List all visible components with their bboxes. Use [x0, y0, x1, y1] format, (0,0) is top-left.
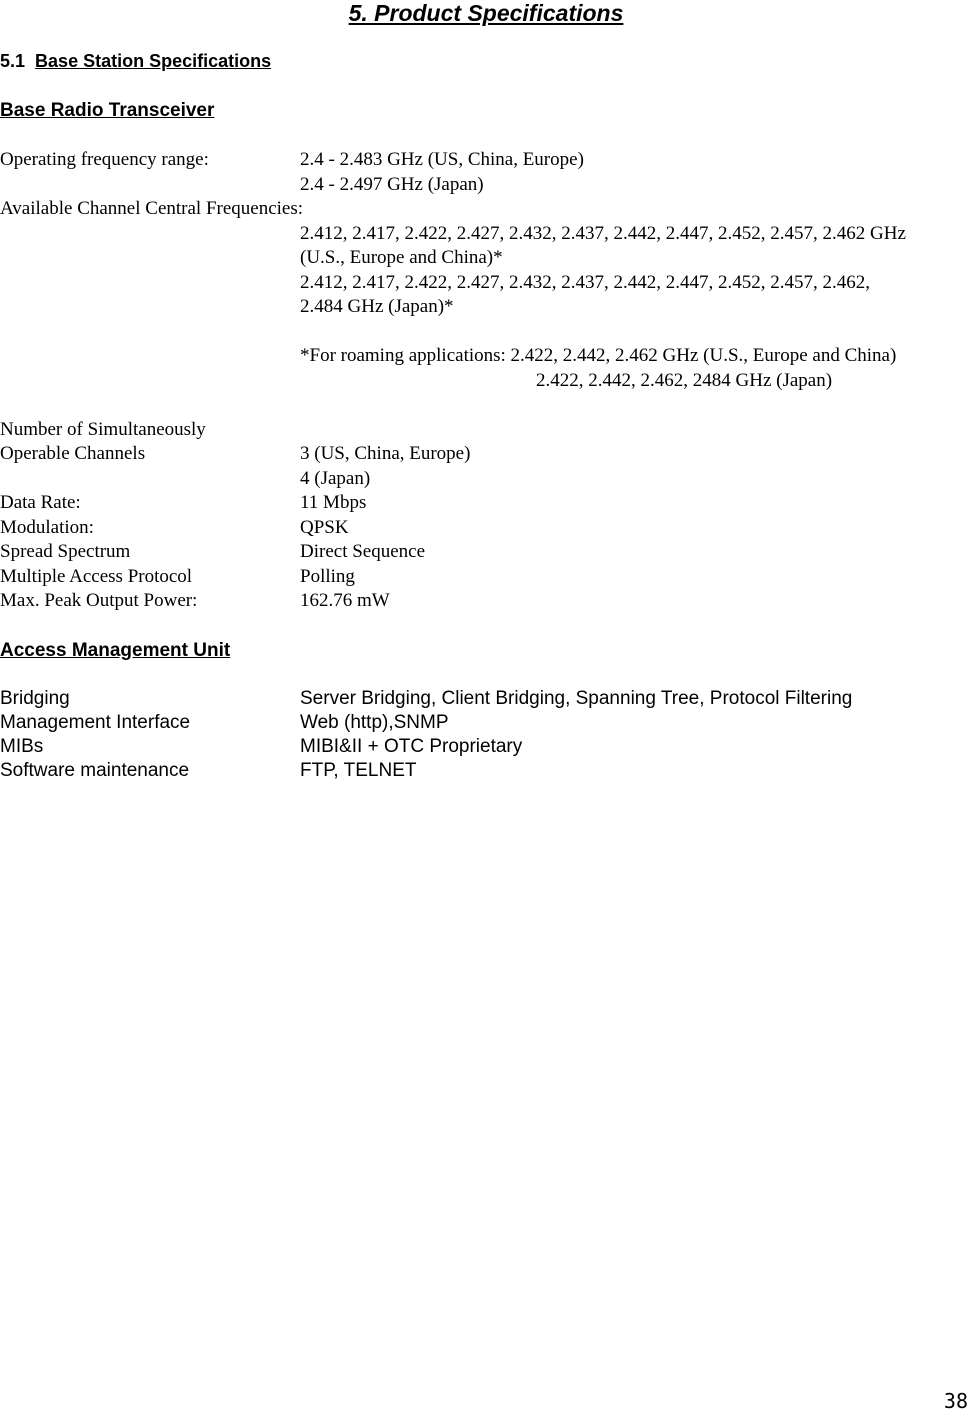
- spec-label: Multiple Access Protocol: [0, 566, 193, 587]
- roaming-note: 2.422, 2.442, 2.462, 2484 GHz (Japan): [536, 370, 833, 391]
- channels-value: 2.484 GHz (Japan)*: [300, 296, 454, 317]
- radio-heading: Base Radio Transceiver: [0, 100, 215, 121]
- simul-channels-value: 4 (Japan): [300, 468, 371, 489]
- spec-label: MIBs: [0, 736, 44, 757]
- simul-channels-value: 3 (US, China, Europe): [300, 443, 471, 464]
- channels-value: 2.412, 2.417, 2.422, 2.427, 2.432, 2.437, 2.442, 2.447, 2.452, 2.457, 2.462 GHz: [300, 223, 906, 244]
- simul-channels-label: Number of Simultaneously: [0, 419, 206, 440]
- spec-value: Polling: [300, 566, 355, 587]
- spec-value: 162.76 mW: [300, 590, 390, 611]
- page-title: 5. Product Specifications: [348, 0, 624, 26]
- section-number: 5.1: [0, 51, 26, 71]
- spec-value: MIBI&II + OTC Proprietary: [300, 736, 523, 757]
- section-title: Base Station Specifications: [35, 51, 272, 71]
- spec-label: Software maintenance: [0, 760, 190, 781]
- channels-value: 2.412, 2.417, 2.422, 2.427, 2.432, 2.437, 2.442, 2.447, 2.452, 2.457, 2.462,: [300, 272, 870, 293]
- spec-value: Direct Sequence: [300, 541, 426, 562]
- simul-channels-label: Operable Channels: [0, 443, 146, 464]
- spec-label: Bridging: [0, 688, 70, 709]
- channels-value: (U.S., Europe and China)*: [300, 247, 503, 268]
- channels-label: Available Channel Central Frequencies:: [0, 198, 304, 219]
- spec-value: FTP, TELNET: [300, 760, 417, 781]
- spec-value: 11 Mbps: [300, 492, 367, 513]
- roaming-note: *For roaming applications: 2.422, 2.442, 2.462 GHz (U.S., Europe and China): [300, 345, 897, 366]
- section-heading: [0, 51, 271, 72]
- page-number: 38: [943, 1389, 968, 1413]
- op-freq-label: Operating frequency range:: [0, 149, 209, 170]
- op-freq-value: 2.4 - 2.497 GHz (Japan): [300, 174, 484, 195]
- spec-label: Management Interface: [0, 712, 191, 733]
- amu-heading: Access Management Unit: [0, 640, 231, 661]
- spec-label: Spread Spectrum: [0, 541, 131, 562]
- spec-value: Web (http),SNMP: [300, 712, 449, 733]
- op-freq-value: 2.4 - 2.483 GHz (US, China, Europe): [300, 149, 584, 170]
- spec-label: Max. Peak Output Power:: [0, 590, 198, 611]
- spec-value: Server Bridging, Client Bridging, Spanning Tree, Protocol Filtering: [300, 688, 853, 709]
- spec-label: Modulation:: [0, 517, 94, 538]
- spec-label: Data Rate:: [0, 492, 81, 513]
- spec-value: QPSK: [300, 517, 349, 538]
